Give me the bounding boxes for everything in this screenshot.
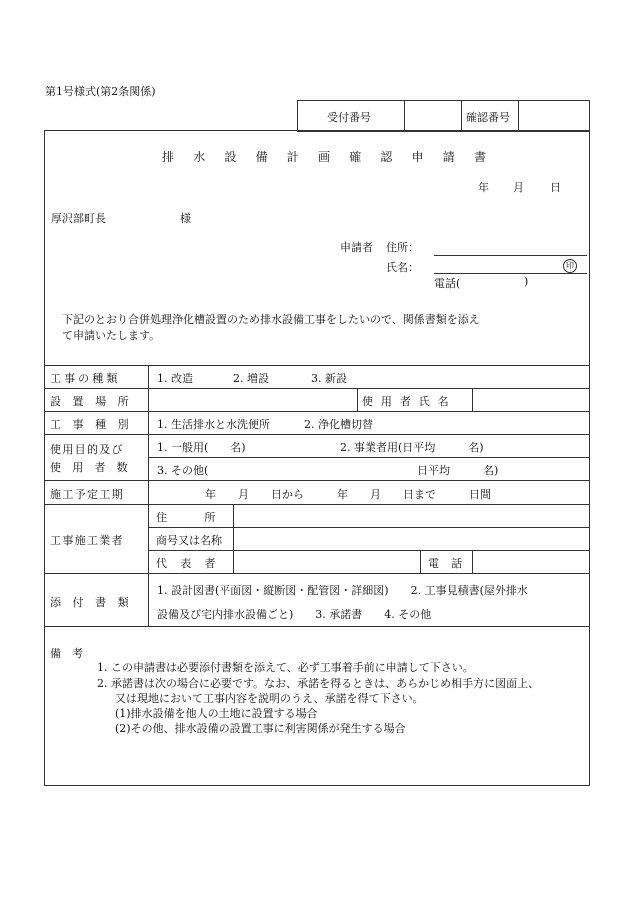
table-rule bbox=[44, 388, 589, 389]
form-title: 排水設備計画確認申請書 bbox=[162, 150, 506, 164]
usage-general[interactable]: 1. 一般用( 名) bbox=[157, 441, 246, 454]
table-rule bbox=[148, 550, 589, 551]
table-rule bbox=[44, 365, 589, 366]
applicant-phone-close: ) bbox=[524, 275, 529, 288]
addressee-name: 厚沢部町長 bbox=[51, 212, 106, 225]
table-rule bbox=[44, 573, 589, 574]
table-rule bbox=[44, 480, 589, 481]
usage-other-daily: 日平均 名) bbox=[417, 464, 499, 477]
remarks-sub2: (2)その他、排水設備の設置工事に利害関係が発生する場合 bbox=[115, 722, 406, 735]
contractor-representative-field[interactable] bbox=[236, 552, 418, 571]
usage-business[interactable]: 2. 事業者用(日平均 名) bbox=[340, 441, 484, 454]
table-rule bbox=[44, 411, 589, 412]
addressee-honorific: 様 bbox=[180, 212, 191, 225]
construction-type-option-2[interactable]: 2. 増設 bbox=[233, 372, 269, 385]
attachments-line2: 設備及び宅内排水設備ごと) 3. 承諾書 4. その他 bbox=[157, 608, 432, 621]
contractor-phone-field[interactable] bbox=[475, 552, 586, 571]
remarks-item2a: 2. 承諾書は次の場合に必要です。なお、承諾を得るときは、あらかじめ相手方に図面上、 bbox=[97, 677, 540, 690]
schedule-text: 年 月 日から 年 月 日まで 日間 bbox=[205, 488, 491, 501]
table-rule bbox=[357, 388, 358, 411]
attachments-label: 添付書類 bbox=[50, 596, 141, 609]
table-rule bbox=[472, 388, 473, 411]
table-rule bbox=[420, 550, 421, 573]
seal-icon: 印 bbox=[563, 259, 577, 273]
contractor-representative-label: 代表者 bbox=[156, 557, 229, 570]
construction-kind-option-2[interactable]: 2. 浄化槽切替 bbox=[304, 418, 373, 431]
table-rule bbox=[44, 504, 589, 505]
user-name-label: 使用者氏名 bbox=[362, 395, 457, 408]
construction-kind-label: 工事種別 bbox=[50, 418, 141, 431]
contractor-phone-label: 電話 bbox=[428, 557, 475, 570]
construction-type-option-1[interactable]: 1. 改造 bbox=[157, 372, 193, 385]
divider bbox=[461, 100, 462, 131]
remarks-label: 備考 bbox=[50, 647, 94, 660]
remarks-sub1: (1)排水設備を他人の土地に設置する場合 bbox=[115, 707, 318, 720]
remarks-item2b: 又は現地において工事内容を説明のうえ、承諾を得て下さい。 bbox=[115, 692, 424, 705]
location-field[interactable] bbox=[151, 390, 355, 409]
applicant-name-field[interactable] bbox=[434, 273, 587, 274]
usage-label-line1: 使用目的及び bbox=[50, 443, 124, 456]
schedule-label: 施工予定工期 bbox=[50, 488, 124, 501]
form-id: 第1号様式(第2条関係) bbox=[45, 85, 156, 98]
body-text-line1: 下記のとおり合併処理浄化槽設置のため排水設備工事をしたいので、関係書類を添え bbox=[62, 313, 480, 326]
applicant-address-label: 住所： bbox=[386, 241, 419, 254]
contractor-address-field[interactable] bbox=[236, 506, 586, 525]
date-year-label: 年 bbox=[478, 181, 489, 194]
remarks-item1: 1. この申請書は必要添付書類を添えて、必ず工事着手前に申請して下さい。 bbox=[97, 661, 474, 674]
user-name-field[interactable] bbox=[475, 390, 586, 409]
applicant-address-field[interactable] bbox=[434, 255, 587, 256]
table-rule bbox=[44, 626, 589, 627]
contractor-address-label: 住所 bbox=[156, 511, 253, 524]
contractor-label: 工事施工業者 bbox=[50, 534, 124, 547]
date-month-label: 月 bbox=[513, 181, 524, 194]
construction-type-option-3[interactable]: 3. 新設 bbox=[311, 372, 347, 385]
receipt-number-field[interactable] bbox=[407, 103, 458, 127]
usage-label-line2: 使用者数 bbox=[50, 461, 139, 474]
attachments-line1: 1. 設計図書(平面図・縦断図・配管図・詳細図) 2. 工事見積書(屋外排水 bbox=[157, 584, 528, 597]
divider bbox=[518, 100, 519, 131]
body-text-line2: て申請いたします。 bbox=[62, 329, 161, 342]
usage-other[interactable]: 3. その他( bbox=[157, 464, 209, 477]
table-rule bbox=[148, 527, 589, 528]
table-rule bbox=[148, 365, 149, 626]
contractor-trade-name-label: 商号又は名称 bbox=[156, 534, 222, 547]
construction-kind-option-1[interactable]: 1. 生活排水と水洗便所 bbox=[157, 418, 270, 431]
table-rule bbox=[148, 457, 589, 458]
divider bbox=[404, 100, 405, 131]
construction-type-label: 工事の種類 bbox=[50, 372, 121, 385]
applicant-phone-label: 電話( bbox=[434, 277, 461, 290]
applicant-name-label: 氏名： bbox=[386, 261, 419, 274]
receipt-number-label: 受付番号 bbox=[327, 111, 371, 124]
contractor-trade-name-field[interactable] bbox=[236, 529, 586, 548]
applicant-label: 申請者 bbox=[340, 241, 373, 254]
date-day-label: 日 bbox=[550, 181, 561, 194]
table-rule bbox=[44, 434, 589, 435]
confirm-number-field[interactable] bbox=[521, 103, 585, 127]
confirm-number-label: 確認番号 bbox=[466, 111, 510, 124]
location-label: 設置場所 bbox=[50, 395, 141, 408]
